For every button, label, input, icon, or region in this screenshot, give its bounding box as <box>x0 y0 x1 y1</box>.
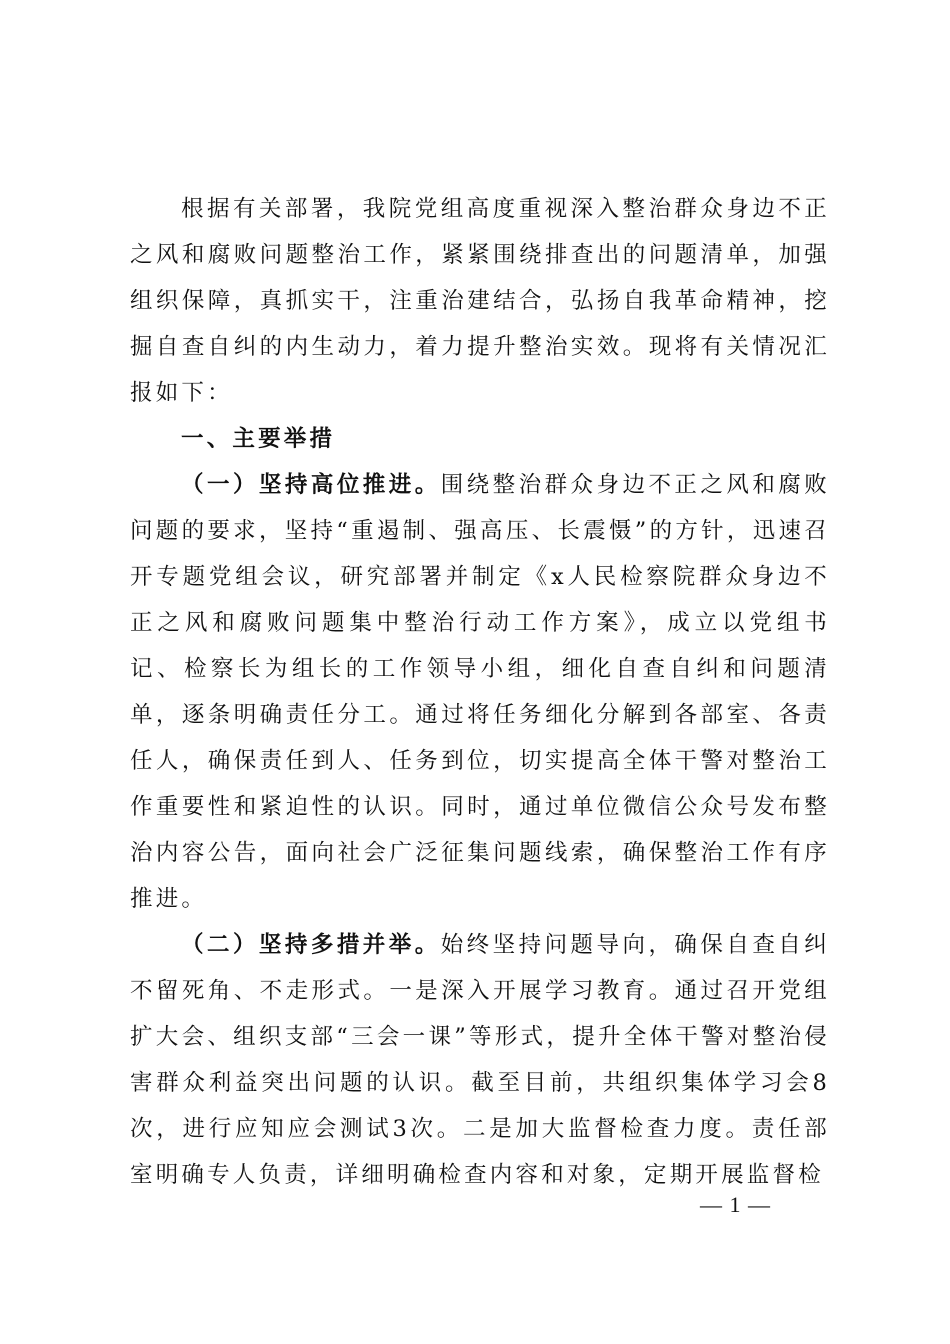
item-body-2: 始终坚持问题导向，确保自查自纠不留死角、不走形式。一是深入开展学习教育。通过召开党组扩大会、组织支部“三会一课”等形式，提升全体干警对整治侵害群众利益突出问题的认识。截至目前，共组织集体学习会8次，进行应知应会测试3次。二是加大监督检查力度。责任部室明确专人负责，详细明确检查内容和对象，定期开展监督检 <box>130 932 830 1188</box>
section-heading-main-measures: 一、主要举措 <box>181 426 336 452</box>
item-paragraph-1 <box>130 462 830 922</box>
item-body-1: 围绕整治群众身边不正之风和腐败问题的要求，坚持“重遏制、强高压、长震慑”的方针，迅速召开专题党组会议，研究部署并制定《x人民检察院群众身边不正之风和腐败问题集中整治行动工作方案》，成立以党组书记、检察长为组长的工作领导小组，细化自查自纠和问题清单，逐条明确责任分工。通过将任务细化分解到各部室、各责任人，确保责任到人、任务到位，切实提高全体干警对整治工作重要性和紧迫性的认识。同时，通过单位微信公众号发布整治内容公告，面向社会广泛征集问题线索，确保整治工作有序推进。 <box>130 472 830 912</box>
document-body <box>130 186 830 1198</box>
item-title-1: （一）坚持高位推进。 <box>181 472 441 498</box>
intro-paragraph: 根据有关部署，我院党组高度重视深入整治群众身边不正之风和腐败问题整治工作，紧紧围绕排查出的问题清单，加强组织保障，真抓实干，注重治建结合，弘扬自我革命精神，挖掘自查自纠的内生动力，着力提升整治实效。现将有关情况汇报如下： <box>130 196 830 406</box>
item-paragraph-2 <box>130 922 830 1198</box>
item-title-2: （二）坚持多措并举。 <box>181 932 441 958</box>
page-number: — 1 — <box>700 1192 771 1217</box>
